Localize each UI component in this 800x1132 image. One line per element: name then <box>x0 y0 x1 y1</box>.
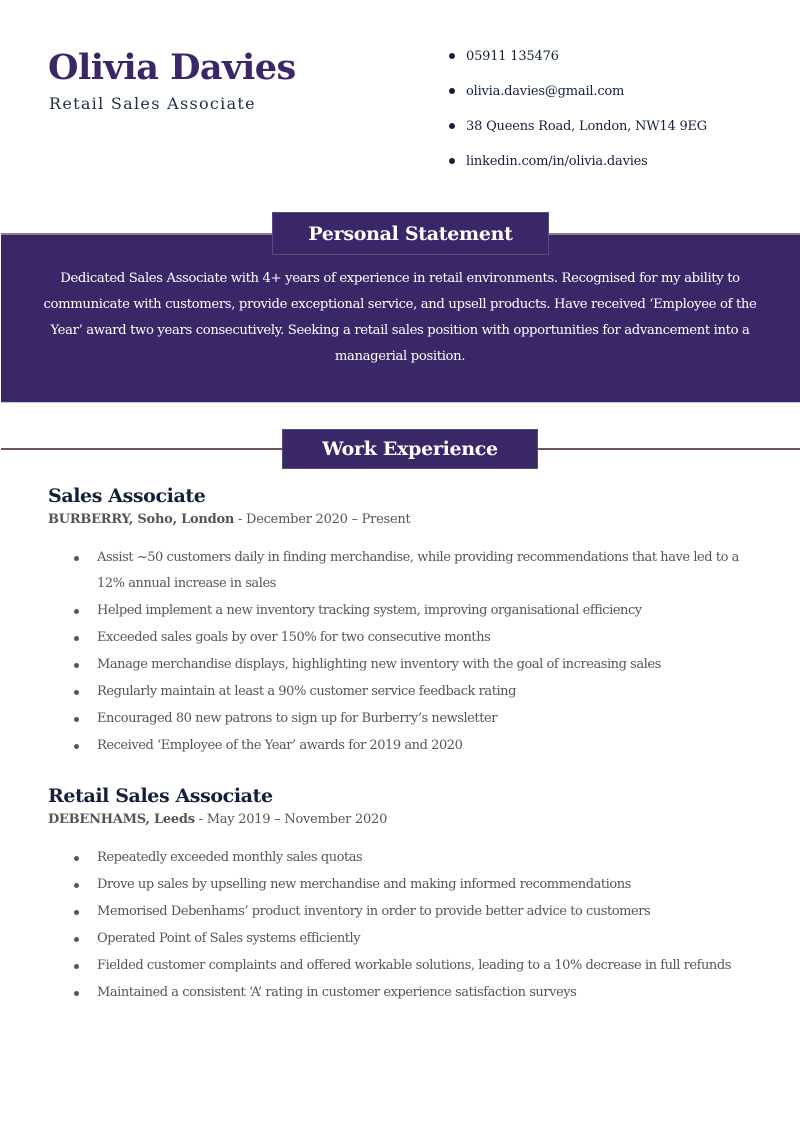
job-bullet: Encouraged 80 new patrons to sign up for Burberry’s newsletter <box>48 706 768 732</box>
job-entry <box>48 485 768 760</box>
address-text: 38 Queens Road, London, NW14 9EG <box>466 118 707 134</box>
job-bullet: Helped implement a new inventory tracking system, improving organisational efficiency <box>48 598 768 624</box>
job-role: Retail Sales Associate <box>48 785 273 807</box>
job-bullet: Manage merchandise displays, highlighting new inventory with the goal of increasing sales <box>48 652 768 678</box>
job-meta <box>48 512 768 527</box>
candidate-name: Olivia Davies <box>48 47 296 88</box>
work-experience-heading: Work Experience <box>282 429 538 469</box>
job-bullet: Maintained a consistent ‘A’ rating in customer experience satisfaction surveys <box>48 980 768 1006</box>
job-entry <box>48 785 768 1007</box>
bullet-icon <box>449 88 455 94</box>
phone-text: 05911 135476 <box>466 48 559 64</box>
contact-address <box>449 116 707 136</box>
personal-statement-text: Dedicated Sales Associate with 4+ years of experience in retail environments. Recognised for my ability to communicate with customers, provide exceptional service, and upsell products. Have received ‘Employee of the Year’ award two years consecutively. Seeking a retail sales position with opportunities for advancement into a managerial position. <box>43 271 757 364</box>
job-bullet: Regularly maintain at least a 90% customer service feedback rating <box>48 679 768 705</box>
contact-phone <box>449 46 707 66</box>
job-meta <box>48 812 768 827</box>
job-company: DEBENHAMS, Leeds <box>48 811 195 827</box>
job-dates: - May 2019 – November 2020 <box>194 811 388 827</box>
job-company: BURBERRY, Soho, London <box>48 511 235 527</box>
job-bullet: Repeatedly exceeded monthly sales quotas <box>48 845 768 871</box>
job-role: Sales Associate <box>48 485 206 507</box>
job-dates: - December 2020 – Present <box>234 511 411 527</box>
job-bullet: Memorised Debenhams’ product inventory in order to provide better advice to customers <box>48 899 768 925</box>
job-bullet: Exceeded sales goals by over 150% for two consecutive months <box>48 625 768 651</box>
contact-linkedin <box>449 151 707 171</box>
bullet-icon <box>449 158 455 164</box>
email-text: olivia.davies@gmail.com <box>466 83 625 99</box>
job-bullet-list <box>48 545 768 759</box>
bullet-icon <box>449 123 455 129</box>
linkedin-text: linkedin.com/in/olivia.davies <box>466 153 648 169</box>
candidate-title: Retail Sales Associate <box>49 94 256 113</box>
contact-list <box>449 46 707 186</box>
job-bullet: Drove up sales by upselling new merchandise and making informed recommendations <box>48 872 768 898</box>
bullet-icon <box>449 53 455 59</box>
job-bullet: Fielded customer complaints and offered workable solutions, leading to a 10% decrease in full refunds <box>48 953 768 979</box>
job-bullet: Operated Point of Sales systems efficiently <box>48 926 768 952</box>
contact-email <box>449 81 707 101</box>
job-bullet: Assist ~50 customers daily in finding merchandise, while providing recommendations that have led to a 12% annual increase in sales <box>48 545 768 597</box>
job-bullet: Received ‘Employee of the Year’ awards for 2019 and 2020 <box>48 733 768 759</box>
personal-statement-heading: Personal Statement <box>272 212 549 255</box>
job-bullet-list <box>48 845 768 1006</box>
